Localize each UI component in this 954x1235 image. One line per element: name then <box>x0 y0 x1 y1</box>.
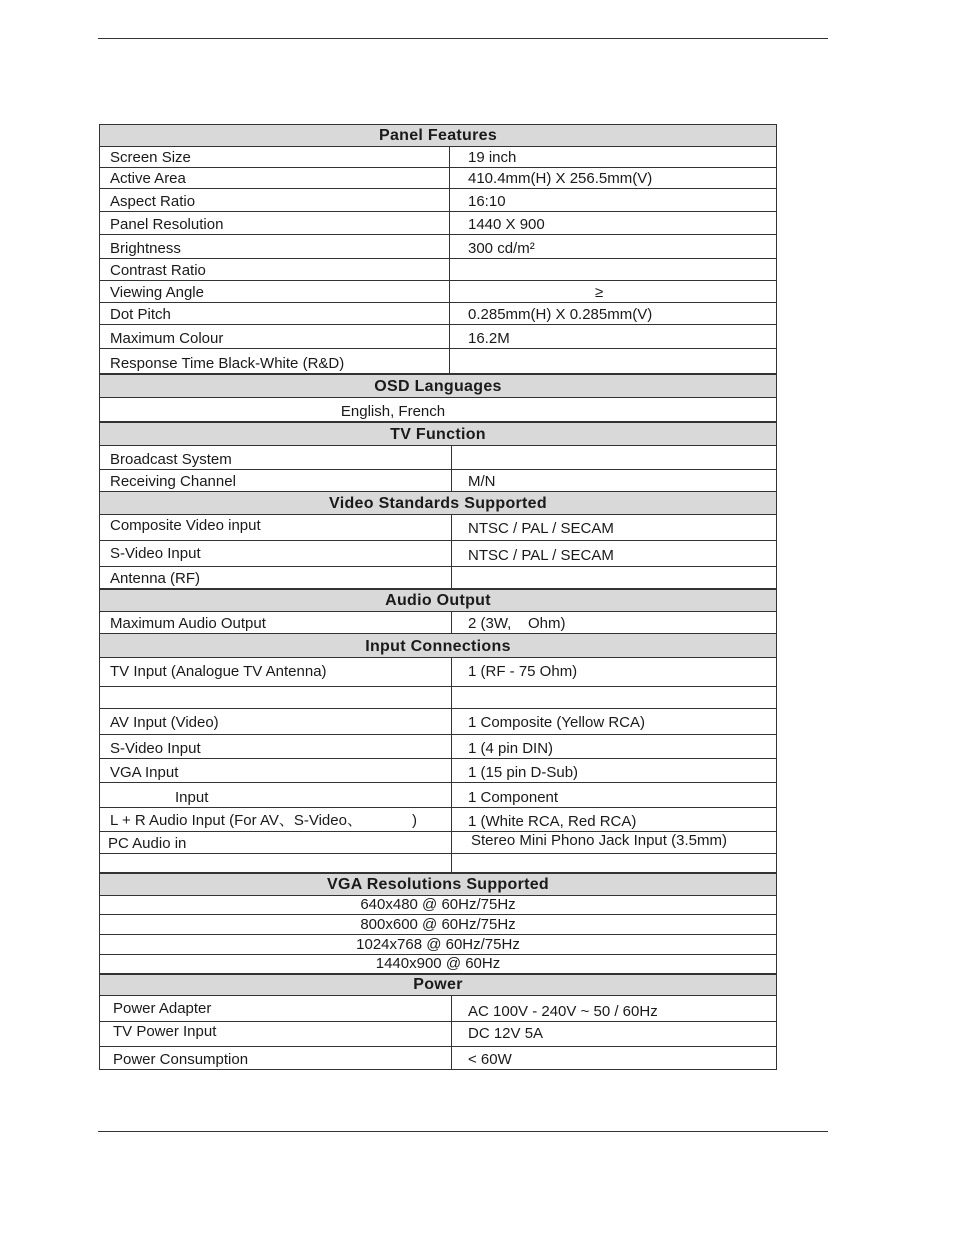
row-label: VGA Input <box>110 764 179 781</box>
row-value: < 60W <box>468 1051 512 1068</box>
row-label: Viewing Angle <box>110 284 204 301</box>
row-value: ≥ <box>595 284 604 301</box>
row-value: NTSC / PAL / SECAM <box>468 520 614 537</box>
row-label: Power Consumption <box>113 1051 249 1068</box>
row-label: TV Input (Analogue TV Antenna) <box>110 663 327 680</box>
table-row <box>100 325 776 349</box>
table-row <box>100 398 776 423</box>
row-value: 1 (15 pin D-Sub) <box>468 764 579 781</box>
row-value: 1440 X 900 <box>468 216 545 233</box>
table-row <box>100 303 776 325</box>
table-row <box>100 189 776 212</box>
row-value: 0.285mm(H) X 0.285mm(V) <box>468 306 653 323</box>
row-label: PC Audio in <box>108 835 187 852</box>
table-row <box>100 470 776 492</box>
row-label: Power Adapter <box>113 1000 212 1017</box>
table-row <box>100 996 776 1022</box>
row-label: Response Time Black-White (R&D) <box>110 355 345 372</box>
list-item: 800x600 @ 60Hz/75Hz <box>100 915 776 935</box>
row-label: Broadcast System <box>110 451 232 468</box>
row-label: Brightness <box>110 240 181 257</box>
row-value: DC 12V 5A <box>468 1025 544 1042</box>
row-label: Receiving Channel <box>110 473 236 490</box>
row-value: NTSC / PAL / SECAM <box>468 547 614 564</box>
section-header-panel-features: Panel Features <box>100 125 776 147</box>
row-value: 1 (White RCA, Red RCA) <box>468 813 637 830</box>
table-row <box>100 783 776 808</box>
table-row <box>100 612 776 634</box>
row-value: 16.2M <box>468 330 510 347</box>
row-label: Maximum Audio Output <box>110 615 266 632</box>
table-row <box>100 735 776 759</box>
section-header-vga-resolutions: VGA Resolutions Supported <box>100 874 776 896</box>
row-value: 300 cd/m² <box>468 240 535 257</box>
row-label: Contrast Ratio <box>110 262 206 279</box>
section-header-power: Power <box>100 975 776 996</box>
section-header-video-standards: Video Standards Supported <box>100 492 776 515</box>
table-row <box>100 259 776 281</box>
row-value: AC 100V - 240V ~ 50 / 60Hz <box>468 1003 658 1020</box>
row-value: 19 inch <box>468 149 517 166</box>
table-row <box>100 446 776 470</box>
table-row <box>100 235 776 259</box>
table-row <box>100 658 776 687</box>
table-row <box>100 832 776 854</box>
row-label: L + R Audio Input (For AV、S-Video、 ) <box>110 812 417 829</box>
list-item: 1440x900 @ 60Hz <box>100 955 776 975</box>
row-label: Input <box>175 789 209 806</box>
table-row <box>100 567 776 590</box>
row-value: Stereo Mini Phono Jack Input (3.5mm) <box>471 832 727 849</box>
row-value: 1 (RF - 75 Ohm) <box>468 663 578 680</box>
row-label: AV Input (Video) <box>110 714 219 731</box>
row-label: Composite Video input <box>110 517 261 534</box>
row-label: Dot Pitch <box>110 306 171 323</box>
table-row <box>100 1047 776 1069</box>
specification-table <box>99 124 777 1070</box>
row-value: English, French <box>340 403 446 420</box>
table-row <box>100 349 776 375</box>
section-header-osd-languages: OSD Languages <box>100 375 776 398</box>
table-row <box>100 147 776 168</box>
row-label: S-Video Input <box>110 740 201 757</box>
section-header-audio-output: Audio Output <box>100 590 776 612</box>
row-label: S-Video Input <box>110 545 201 562</box>
row-value: 410.4mm(H) X 256.5mm(V) <box>468 170 653 187</box>
table-row <box>100 759 776 783</box>
table-row <box>100 1022 776 1047</box>
row-label: Active Area <box>110 170 186 187</box>
table-row <box>100 709 776 735</box>
row-value: 1 Composite (Yellow RCA) <box>468 714 646 731</box>
table-row <box>100 808 776 832</box>
row-value: 16:10 <box>468 193 506 210</box>
table-row <box>100 687 776 709</box>
table-row <box>100 541 776 567</box>
list-item: 640x480 @ 60Hz/75Hz <box>100 896 776 915</box>
row-value: 2 (3W, Ohm) <box>468 615 566 632</box>
section-header-tv-function: TV Function <box>100 423 776 446</box>
row-value: M/N <box>468 473 496 490</box>
list-item: 1024x768 @ 60Hz/75Hz <box>100 935 776 955</box>
row-label: Antenna (RF) <box>110 570 201 587</box>
table-row <box>100 212 776 235</box>
table-row <box>100 168 776 189</box>
row-label: Maximum Colour <box>110 330 224 347</box>
row-label: TV Power Input <box>113 1023 217 1040</box>
row-label: Panel Resolution <box>110 216 224 233</box>
table-row <box>100 515 776 541</box>
top-rule <box>98 38 828 39</box>
row-value: 1 Component <box>468 789 559 806</box>
table-row <box>100 854 776 874</box>
row-label: Aspect Ratio <box>110 193 196 210</box>
table-row <box>100 281 776 303</box>
bottom-rule <box>98 1131 828 1132</box>
row-value: 1 (4 pin DIN) <box>468 740 554 757</box>
section-header-input-connections: Input Connections <box>100 634 776 658</box>
row-label: Screen Size <box>110 149 191 166</box>
